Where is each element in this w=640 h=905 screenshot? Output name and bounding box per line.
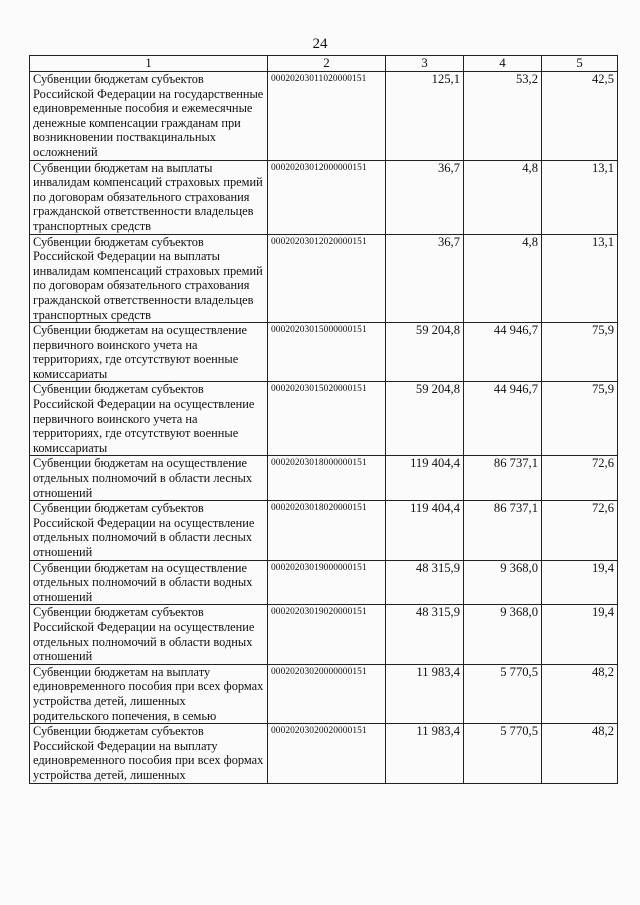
table-row [30,456,618,501]
table-row [30,664,618,723]
column-header: 5 [542,56,618,72]
row-col3: 48 315,9 [386,605,464,664]
row-code: 00020203012020000151 [268,234,386,323]
row-col5: 42,5 [542,72,618,161]
table-row [30,560,618,605]
row-name: Субвенции бюджетам субъектов Российской Федерации на осуществление отдельных полномочий в области лесных отношений [30,501,268,560]
row-code: 00020203015020000151 [268,382,386,456]
row-col4: 44 946,7 [464,323,542,382]
row-col3: 36,7 [386,160,464,234]
row-col3: 11 983,4 [386,724,464,783]
row-code: 00020203020000000151 [268,664,386,723]
row-col3: 119 404,4 [386,501,464,560]
row-col3: 119 404,4 [386,456,464,501]
row-col4: 4,8 [464,234,542,323]
row-code: 00020203020020000151 [268,724,386,783]
row-code: 00020203011020000151 [268,72,386,161]
row-code: 00020203018000000151 [268,456,386,501]
table-row [30,501,618,560]
row-col3: 59 204,8 [386,323,464,382]
row-name: Субвенции бюджетам субъектов Российской Федерации на осуществление отдельных полномочий в области водных отношений [30,605,268,664]
row-col5: 48,2 [542,724,618,783]
row-col4: 5 770,5 [464,724,542,783]
row-col5: 75,9 [542,382,618,456]
row-col4: 9 368,0 [464,560,542,605]
row-code: 00020203015000000151 [268,323,386,382]
row-name: Субвенции бюджетам субъектов Российской Федерации на выплаты инвалидам компенсаций страховых премий по договорам обязательного страхования гражданской ответственности владельцев транспортных средств [30,234,268,323]
row-col5: 48,2 [542,664,618,723]
row-code: 00020203019020000151 [268,605,386,664]
row-col4: 86 737,1 [464,456,542,501]
row-col3: 125,1 [386,72,464,161]
table-row [30,724,618,783]
budget-table [29,55,618,784]
row-col3: 11 983,4 [386,664,464,723]
row-col4: 4,8 [464,160,542,234]
row-code: 00020203018020000151 [268,501,386,560]
row-name: Субвенции бюджетам на осуществление первичного воинского учета на территориях, где отсутствуют военные комиссариаты [30,323,268,382]
table-header-row [30,56,618,72]
table-row [30,382,618,456]
row-col5: 75,9 [542,323,618,382]
row-col4: 44 946,7 [464,382,542,456]
table-row [30,605,618,664]
row-name: Субвенции бюджетам на осуществление отдельных полномочий в области лесных отношений [30,456,268,501]
row-col4: 5 770,5 [464,664,542,723]
row-col3: 59 204,8 [386,382,464,456]
row-code: 00020203019000000151 [268,560,386,605]
row-col5: 19,4 [542,560,618,605]
row-name: Субвенции бюджетам субъектов Российской Федерации на выплату единовременного пособия при всех формах устройства детей, лишенных [30,724,268,783]
row-name: Субвенции бюджетам субъектов Российской Федерации на осуществление первичного воинского учета на территориях, где отсутствуют военные комиссариаты [30,382,268,456]
table-row [30,323,618,382]
row-col5: 13,1 [542,160,618,234]
column-header: 4 [464,56,542,72]
column-header: 3 [386,56,464,72]
column-header: 2 [268,56,386,72]
row-col3: 48 315,9 [386,560,464,605]
row-col3: 36,7 [386,234,464,323]
page-number: 24 [312,36,328,52]
row-col4: 9 368,0 [464,605,542,664]
row-col5: 72,6 [542,501,618,560]
row-col4: 53,2 [464,72,542,161]
row-col5: 13,1 [542,234,618,323]
row-code: 00020203012000000151 [268,160,386,234]
row-col5: 72,6 [542,456,618,501]
row-col4: 86 737,1 [464,501,542,560]
table-row [30,234,618,323]
row-name: Субвенции бюджетам на осуществление отдельных полномочий в области водных отношений [30,560,268,605]
row-col5: 19,4 [542,605,618,664]
column-header: 1 [30,56,268,72]
table-row [30,160,618,234]
row-name: Субвенции бюджетам на выплату единовременного пособия при всех формах устройства детей, лишенных родительского попечения, в семью [30,664,268,723]
row-name: Субвенции бюджетам на выплаты инвалидам компенсаций страховых премий по договорам обязательного страхования гражданской ответственности владельцев транспортных средств [30,160,268,234]
row-name: Субвенции бюджетам субъектов Российской Федерации на государственные единовременные пособия и ежемесячные денежные компенсации гражданам при возникновении поствакцинальных осложнений [30,72,268,161]
table-row [30,72,618,161]
